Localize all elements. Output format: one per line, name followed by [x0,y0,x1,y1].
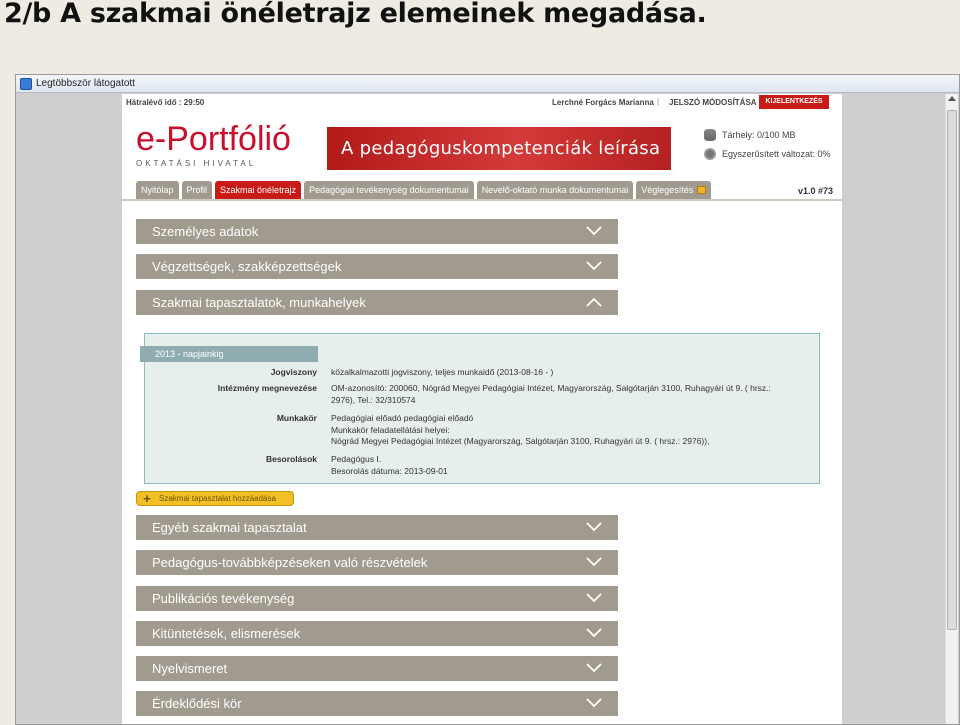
favorites-link[interactable]: Legtöbbször látogatott [36,78,135,89]
version-label: v1.0 #73 [798,186,834,196]
section-erdeklodesi-kor[interactable] [136,691,618,716]
logo-subtitle: OKTATÁSI HIVATAL [136,159,257,168]
eportfolio-page [122,94,842,725]
logout-button[interactable]: KIJELENTKEZÉS [759,95,829,109]
period-badge: 2013 - napjainkig [140,346,318,362]
section-szemelyes-adatok[interactable] [136,219,618,244]
field-value-line: Nógrád Megyei Pedagógiai Intézet (Magyarország, Salgótarján 3100, Ruhagyári út 9. ( hrsz.: 2976)), [331,436,710,446]
chevron-down-icon [586,698,602,708]
storage-text: Tárhely: 0/100 MB [722,129,796,140]
browser-window [15,74,960,725]
section-nyelvismeret[interactable] [136,656,618,681]
section-publikaciok[interactable] [136,586,618,611]
tab-label: Véglegesítés [641,185,694,195]
field-value-line: OM-azonosító: 200060, Nógrád Megyei Pedagógiai Intézet, Magyarország, Salgótarján 3100, Ruhagyári út 9. ( hrsz.: [331,383,771,393]
top-bar [122,94,842,111]
tab-label: Nevelő-oktató munka dokumentumai [481,185,629,195]
experience-entry [144,333,820,484]
add-experience-label: Szakmai tapasztalat hozzáadása [159,494,276,503]
section-title: Pedagógus-továbbképzéseken való részvételek [152,555,428,570]
database-icon [704,129,716,141]
slide-title: 2/b A szakmai önéletrajz elemeinek megadása. [4,0,707,29]
tab-label: Nyitólap [141,185,174,195]
section-vegzettsegek[interactable] [136,254,618,279]
competency-banner[interactable]: A pedagóguskompetenciák leírása [327,127,671,170]
field-value-jogviszony [331,367,811,379]
chevron-down-icon [586,557,602,567]
field-value-munkakor [331,413,811,448]
field-value-line: közalkalmazotti jogviszony, teljes munkaidő (2013-08-16 - ) [331,367,554,377]
section-title: Kitüntetések, elismerések [152,626,301,641]
lock-icon [697,186,706,194]
field-value-line: Pedagógus I. [331,454,382,464]
chevron-down-icon [586,593,602,603]
field-value-intezmeny [331,383,811,406]
topbar-separator: | [657,97,660,106]
tab-label: Profil [186,185,208,195]
chevron-down-icon [586,628,602,638]
section-title: Érdeklődési kör [152,696,242,711]
chevron-down-icon [586,522,602,532]
tab-nevelo-oktato-munka[interactable] [477,181,634,199]
field-value-line: Pedagógiai előadó pedagógiai előadó [331,413,474,423]
logo-text: e-Portfólió [136,120,291,158]
field-value-line: Besorolás dátuma: 2013-09-01 [331,465,448,476]
chevron-down-icon [586,261,602,271]
medal-icon [704,148,716,160]
scroll-up-icon[interactable] [948,96,956,101]
tab-label: Szakmai önéletrajz [220,185,297,195]
section-title: Nyelvismeret [152,661,228,676]
tab-veglegesites[interactable] [636,181,711,199]
section-title: Személyes adatok [152,224,259,239]
session-timer: Hátralévő idő : 29:50 [126,98,205,107]
bookmark-icon [20,78,32,90]
chevron-down-icon [586,663,602,673]
chevron-down-icon [586,226,602,236]
change-password-link[interactable]: JELSZÓ MÓDOSÍTÁSA [669,98,757,107]
field-label-jogviszony: Jogviszony [270,367,317,377]
vertical-scrollbar[interactable] [945,94,958,724]
section-title: Végzettségek, szakképzettségek [152,259,342,274]
user-name: Lerchné Forgács Marianna [552,98,654,107]
tab-label: Pedagógiai tevékenység dokumentumai [309,185,469,195]
tab-szakmai-oneletrajz[interactable] [215,181,301,199]
section-egyeb-szakmai[interactable] [136,515,618,540]
field-value-line: Munkakör feladatellátási helyei: [331,424,450,435]
add-experience-button[interactable] [136,491,294,506]
eportfolio-logo[interactable] [136,122,306,172]
simplified-version-text: Egyszerűsített változat: 0% [722,148,831,159]
section-kituntetesek[interactable] [136,621,618,646]
section-title: Publikációs tevékenység [152,591,295,606]
field-label-besorolasok: Besorolások [265,454,317,464]
field-label-intezmeny: Intézmény megnevezése [217,383,317,393]
main-tabs [136,181,714,199]
section-title: Szakmai tapasztalatok, munkahelyek [152,295,366,310]
chevron-up-icon [586,297,602,307]
favorites-bar [16,75,959,93]
scroll-thumb[interactable] [947,110,957,630]
storage-info [704,125,831,163]
section-title: Egyéb szakmai tapasztalat [152,520,307,535]
section-tovabbkepzesek[interactable] [136,550,618,575]
field-value-line: 2976), Tel.: 32/310574 [331,394,416,405]
plus-icon: + [143,491,151,506]
tab-profil[interactable] [182,181,213,199]
tab-divider [122,199,842,201]
field-value-besorolasok [331,454,811,477]
tab-nyitolap[interactable] [136,181,179,199]
section-szakmai-tapasztalatok[interactable] [136,290,618,315]
field-label-munkakor: Munkakör [276,413,317,423]
tab-pedagogiai-tevekenyseg[interactable] [304,181,474,199]
